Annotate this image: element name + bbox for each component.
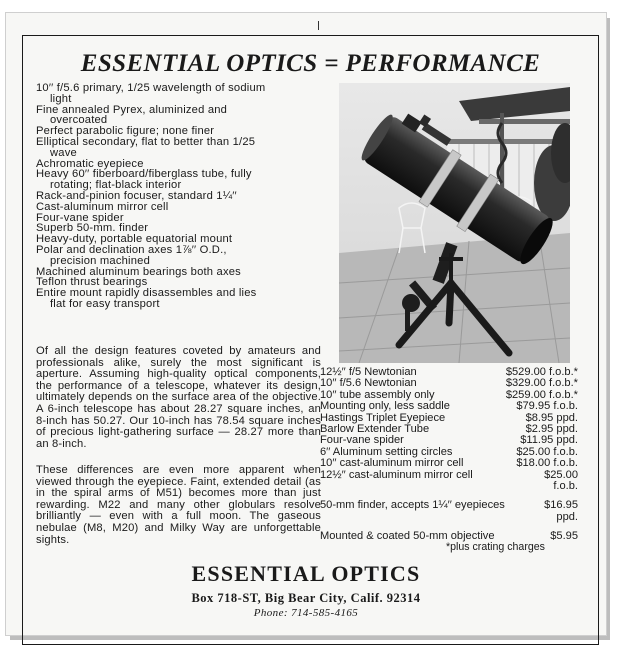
price-item: 10′′ f/5.6 Newtonian <box>320 377 417 390</box>
telescope-illustration <box>339 83 570 363</box>
price-value: $8.95 ppd. <box>525 411 578 424</box>
price-value: $18.00 f.o.b. <box>516 457 578 470</box>
feature-line: Perfect parabolic figure; none finer <box>36 125 215 138</box>
company-phone: Phone: 714-585-4165 <box>253 607 359 619</box>
feature-line-continued: overcoated <box>50 114 108 127</box>
price-value: $11.95 ppd. <box>520 434 578 447</box>
price-value: $79.95 f.o.b. <box>516 400 578 413</box>
price-item: Barlow Extender Tube <box>320 423 430 436</box>
feature-line: Machined aluminum bearings both axes <box>36 265 241 278</box>
price-item: 12½′′ cast-aluminum mirror cell <box>320 468 473 481</box>
aperture-paragraph: Of all the design features coveted by amateurs and professionals alike, surely the most significant is aperture. Assuming high-quality optical components, the performance of a telescope, whatever its design, ultimately depends on the surface area of the objective. A 6-inch telescope has about 28.27 square inches, an 8-inch has 50.27. Our 10-inch has 78.54 square inches of precious light-gathering surface — 28.27 more than an 8-inch. <box>36 345 321 450</box>
feature-line-continued: light <box>50 92 72 105</box>
price-item: 12½′′ f/5 Newtonian <box>320 366 417 378</box>
price-item: Mounting only, less saddle <box>320 400 450 413</box>
feature-line: Superb 50-mm. finder <box>36 222 149 235</box>
feature-line-continued: rotating; flat-black interior <box>50 179 182 192</box>
telescope-photo <box>339 83 570 363</box>
feature-list <box>36 83 321 310</box>
crating-note: *plus crating charges <box>446 541 545 553</box>
price-row <box>320 458 578 469</box>
feature-line: Teflon thrust bearings <box>36 276 148 289</box>
feature-line: Four-vane spider <box>36 211 124 224</box>
feature-line-continued: flat for easy transport <box>50 297 160 310</box>
scanned-page <box>5 12 607 636</box>
feature-line: Elliptical secondary, flat to better than 1/25 <box>36 135 256 148</box>
feature-line: Polar and declination axes 1⅞′′ O.D., <box>36 243 227 256</box>
price-value: $5.95 <box>550 530 578 543</box>
price-value: $2.95 ppd. <box>525 423 578 436</box>
price-item: Four-vane spider <box>320 434 404 447</box>
viewing-paragraph: These differences are even more apparent when viewed through the eyepiece. Faint, extended detail (as in the spiral arms of M51) becomes more than just rewarding. M22 and many other globulars resolve brilliantly — even with a full moon. The gaseous nebulae (M8, M20) and Milky Way are unforgettable sights. <box>36 464 321 546</box>
feature-line: Entire mount rapidly disassembles and lies <box>36 287 257 300</box>
price-row-continued <box>320 512 578 523</box>
feature-line: Heavy 60′′ fiberboard/fiberglass tube, fully <box>36 168 252 181</box>
feature-line: Rack-and-pinion focuser, standard 1¼′′ <box>36 189 237 202</box>
price-row <box>320 470 578 481</box>
price-row-continued <box>320 481 578 492</box>
feature-line: 10′′ f/5.6 primary, 1/25 wavelength of sodium <box>36 82 266 94</box>
feature-line: Achromatic eyepiece <box>36 157 144 170</box>
price-item: 50-mm finder, accepts 1¼′′ eyepieces <box>320 499 505 512</box>
price-value: $329.00 f.o.b.* <box>505 377 578 390</box>
crop-mark <box>318 21 319 30</box>
price-item: Hastings Triplet Eyepiece <box>320 411 446 424</box>
price-item: 6′′ Aluminum setting circles <box>320 445 453 458</box>
price-item: Mounted & coated 50-mm objective <box>320 530 495 543</box>
feature-line: Heavy-duty, portable equatorial mount <box>36 233 233 246</box>
price-value: $25.00 f.o.b. <box>516 445 578 458</box>
ad-title: ESSENTIAL OPTICS = PERFORMANCE <box>80 50 541 77</box>
feature-line-continued: precision machined <box>50 254 150 267</box>
price-item: 10′′ tube assembly only <box>320 388 435 401</box>
price-item: 10′′ cast-aluminum mirror cell <box>320 457 464 470</box>
price-row <box>320 500 578 511</box>
price-value: $529.00 f.o.b.* <box>505 366 578 378</box>
price-list <box>320 367 578 543</box>
price-value: $259.00 f.o.b.* <box>505 388 578 401</box>
feature-line-continued: wave <box>50 146 77 159</box>
feature-line: Fine annealed Pyrex, aluminized and <box>36 103 228 116</box>
feature-line: Cast-aluminum mirror cell <box>36 200 169 213</box>
price-value-suffix: f.o.b. <box>553 480 578 493</box>
price-value: $25.00 <box>544 468 578 481</box>
price-row <box>320 401 578 412</box>
company-name: ESSENTIAL OPTICS <box>191 561 421 586</box>
company-address: Box 718-ST, Big Bear City, Calif. 92314 <box>191 591 421 605</box>
price-value-suffix: ppd. <box>556 510 578 523</box>
price-value: $16.95 <box>544 499 578 512</box>
